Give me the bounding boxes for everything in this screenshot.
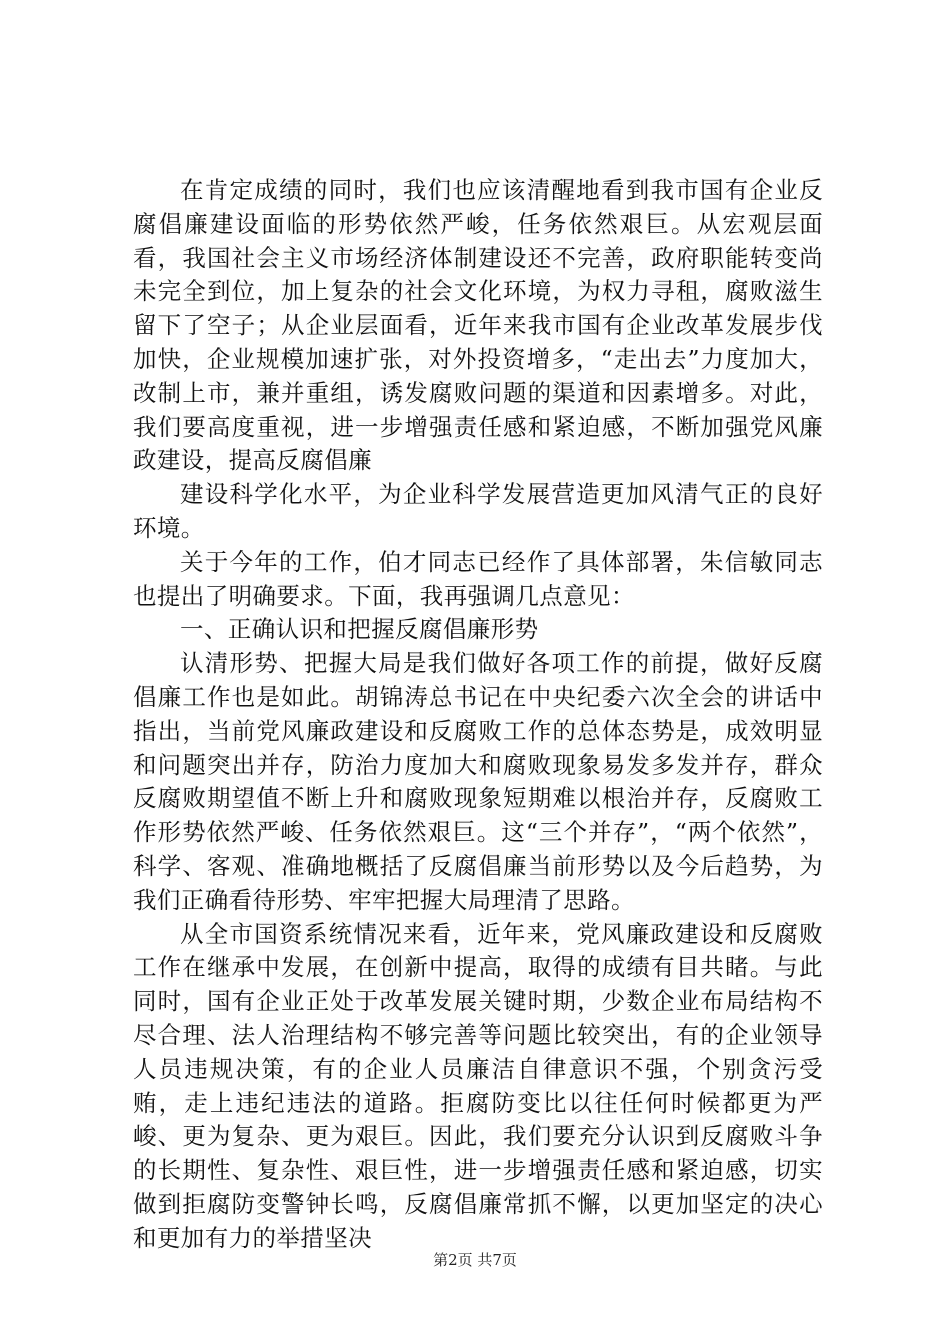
paragraph-state-assets-system: 从全市国资系统情况来看，近年来，党风廉政建设和反腐败工作在继承中发展，在创新中提高，取得的成绩有目共睹。与此同时，国有企业正处于改革发展关键时期，少数企业布局结构不尽合理、法人治理结构不够完善等问题比较突出，有的企业领导人员违规决策，有的企业人员廉洁自律意识不强，个别贪污受贿，走上违纪违法的道路。拒腐防变比以往任何时候都更为严峻、更为复杂、更为艰巨。因此，我们要充分认识到反腐败斗争的长期性、复杂性、艰巨性，进一步增强责任感和紧迫感，切实做到拒腐防变警钟长鸣，反腐倡廉常抓不懈，以更加坚定的决心和更加有力的举措坚决 bbox=[133, 919, 823, 1252]
paragraph-this-year-work: 关于今年的工作，伯才同志已经作了具体部署，朱信敏同志也提出了明确要求。下面，我再强调几点意见： bbox=[133, 547, 823, 610]
page-footer: 第2页 共7页 bbox=[433, 1251, 517, 1269]
paragraph-understand-situation: 认清形势、把握大局是我们做好各项工作的前提，做好反腐倡廉工作也是如此。胡锦涛总书记在中央纪委六次全会的讲话中指出，当前党风廉政建设和反腐败工作的总体态势是，成效明显和问题突出并存，防治力度加大和腐败现象易发多发并存，群众反腐败期望值不断上升和腐败现象短期难以根治并存，反腐败工作形势依然严峻、任务依然艰巨。这“三个并存”，“两个依然”，科学、客观、准确地概括了反腐倡廉当前形势以及今后趋势，为我们正确看待形势、牢牢把握大局理清了思路。 bbox=[133, 649, 823, 914]
paragraph-situation-assessment: 在肯定成绩的同时，我们也应该清醒地看到我市国有企业反腐倡廉建设面临的形势依然严峻，任务依然艰巨。从宏观层面看，我国社会主义市场经济体制建设还不完善，政府职能转变尚未完全到位，加上复杂的社会文化环境，为权力寻租，腐败滋生留下了空子；从企业层面看，近年来我市国有企业改革发展步伐加快，企业规模加速扩张，对外投资增多，“走出去”力度加大，改制上市，兼并重组，诱发腐败问题的渠道和因素增多。对此，我们要高度重视，进一步增强责任感和紧迫感，不断加强党风廉政建设，提高反腐倡廉 bbox=[133, 176, 823, 475]
section-heading-1: 一、正确认识和把握反腐倡廉形势 bbox=[180, 615, 539, 644]
document-body bbox=[133, 174, 823, 1256]
paragraph-scientific-level: 建设科学化水平，为企业科学发展营造更加风清气正的良好环境。 bbox=[133, 480, 823, 542]
